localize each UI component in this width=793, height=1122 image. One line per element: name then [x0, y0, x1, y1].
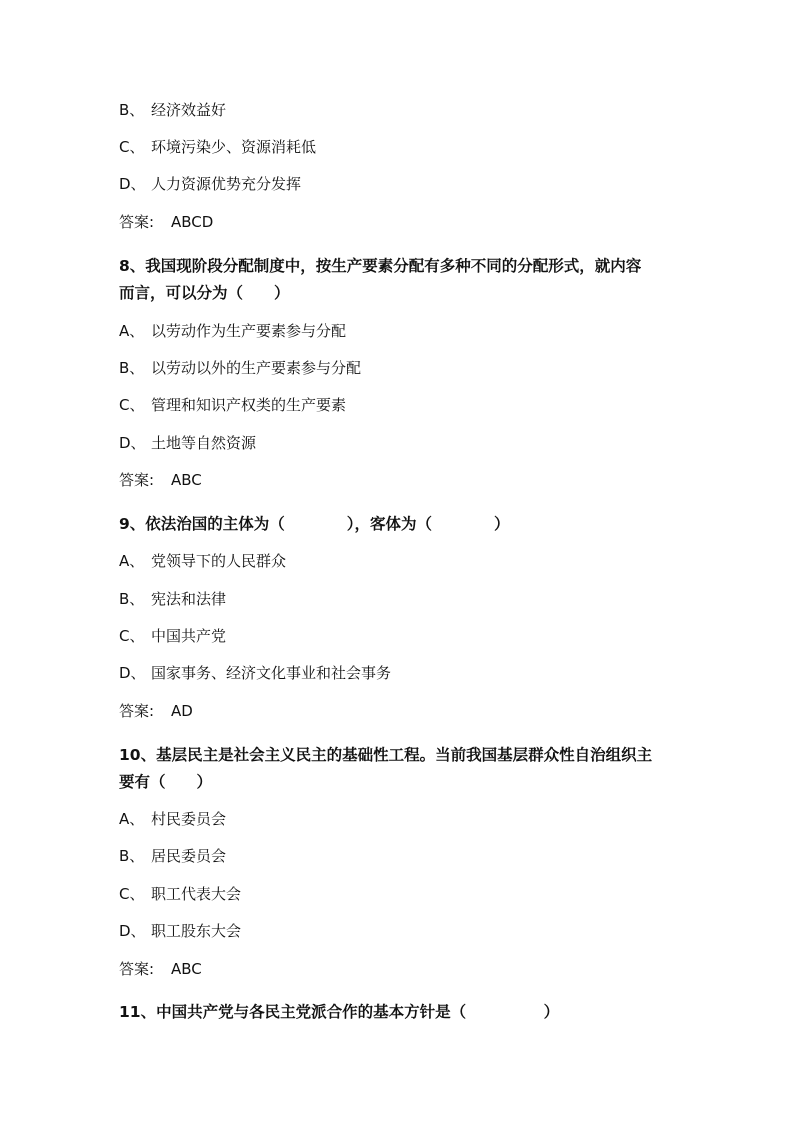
option-line: [119, 320, 346, 342]
option-text: 管理和知识产权类的生产要素: [151, 396, 347, 414]
option-line: [119, 662, 391, 684]
answer-label: 答案:: [119, 702, 155, 720]
option-text: 以劳动作为生产要素参与分配: [151, 322, 347, 340]
option-letter: B、: [119, 590, 145, 608]
option-letter: D、: [119, 175, 146, 193]
question-text: 9、依法治国的主体为（ ），客体为（ ）: [119, 515, 510, 533]
option-text: 宪法和法律: [151, 590, 227, 608]
answer-label: 答案:: [119, 960, 155, 978]
option-line: [119, 920, 241, 942]
answer-line: [119, 469, 202, 491]
option-text: 国家事务、经济文化事业和社会事务: [151, 664, 392, 682]
option-text: 经济效益好: [151, 101, 227, 119]
question-text: 要有（ ）: [119, 773, 213, 791]
option-letter: B、: [119, 101, 145, 119]
option-letter: A、: [119, 552, 145, 570]
option-letter: D、: [119, 922, 146, 940]
option-letter: B、: [119, 359, 145, 377]
option-line: [119, 432, 256, 454]
option-text: 以劳动以外的生产要素参与分配: [151, 359, 362, 377]
option-line: [119, 99, 226, 121]
option-letter: C、: [119, 627, 145, 645]
option-letter: B、: [119, 847, 145, 865]
option-line: [119, 394, 346, 416]
option-line: [119, 588, 226, 610]
option-text: 环境污染少、资源消耗低: [151, 138, 317, 156]
answer-value: ABCD: [171, 213, 214, 231]
option-letter: C、: [119, 396, 145, 414]
option-text: 人力资源优势充分发挥: [151, 175, 302, 193]
option-text: 职工代表大会: [151, 885, 242, 903]
option-text: 村民委员会: [151, 810, 227, 828]
option-letter: C、: [119, 138, 145, 156]
option-line: [119, 845, 226, 867]
answer-line: [119, 211, 213, 233]
answer-line: [119, 958, 202, 980]
option-line: [119, 808, 226, 830]
question-text: 而言，可以分为（ ）: [119, 284, 290, 302]
option-line: [119, 883, 241, 905]
option-text: 职工股东大会: [151, 922, 242, 940]
option-line: [119, 550, 286, 572]
option-text: 居民委员会: [151, 847, 227, 865]
answer-value: ABC: [171, 960, 202, 978]
question-text: 10、基层民主是社会主义民主的基础性工程。当前我国基层群众性自治组织主: [119, 746, 653, 764]
option-text: 土地等自然资源: [151, 434, 257, 452]
option-text: 中国共产党: [151, 627, 227, 645]
option-line: [119, 173, 301, 195]
option-letter: D、: [119, 434, 146, 452]
answer-value: ABC: [171, 471, 202, 489]
question-text: 8、我国现阶段分配制度中，按生产要素分配有多种不同的分配形式，就内容: [119, 257, 642, 275]
option-letter: A、: [119, 322, 145, 340]
answer-label: 答案:: [119, 213, 155, 231]
option-text: 党领导下的人民群众: [151, 552, 287, 570]
option-letter: D、: [119, 664, 146, 682]
answer-line: [119, 700, 193, 722]
answer-label: 答案:: [119, 471, 155, 489]
option-letter: A、: [119, 810, 145, 828]
answer-value: AD: [171, 702, 193, 720]
option-line: [119, 625, 226, 647]
option-letter: C、: [119, 885, 145, 903]
option-line: [119, 357, 361, 379]
option-line: [119, 136, 316, 158]
question-text: 11、中国共产党与各民主党派合作的基本方针是（ ）: [119, 1003, 560, 1021]
